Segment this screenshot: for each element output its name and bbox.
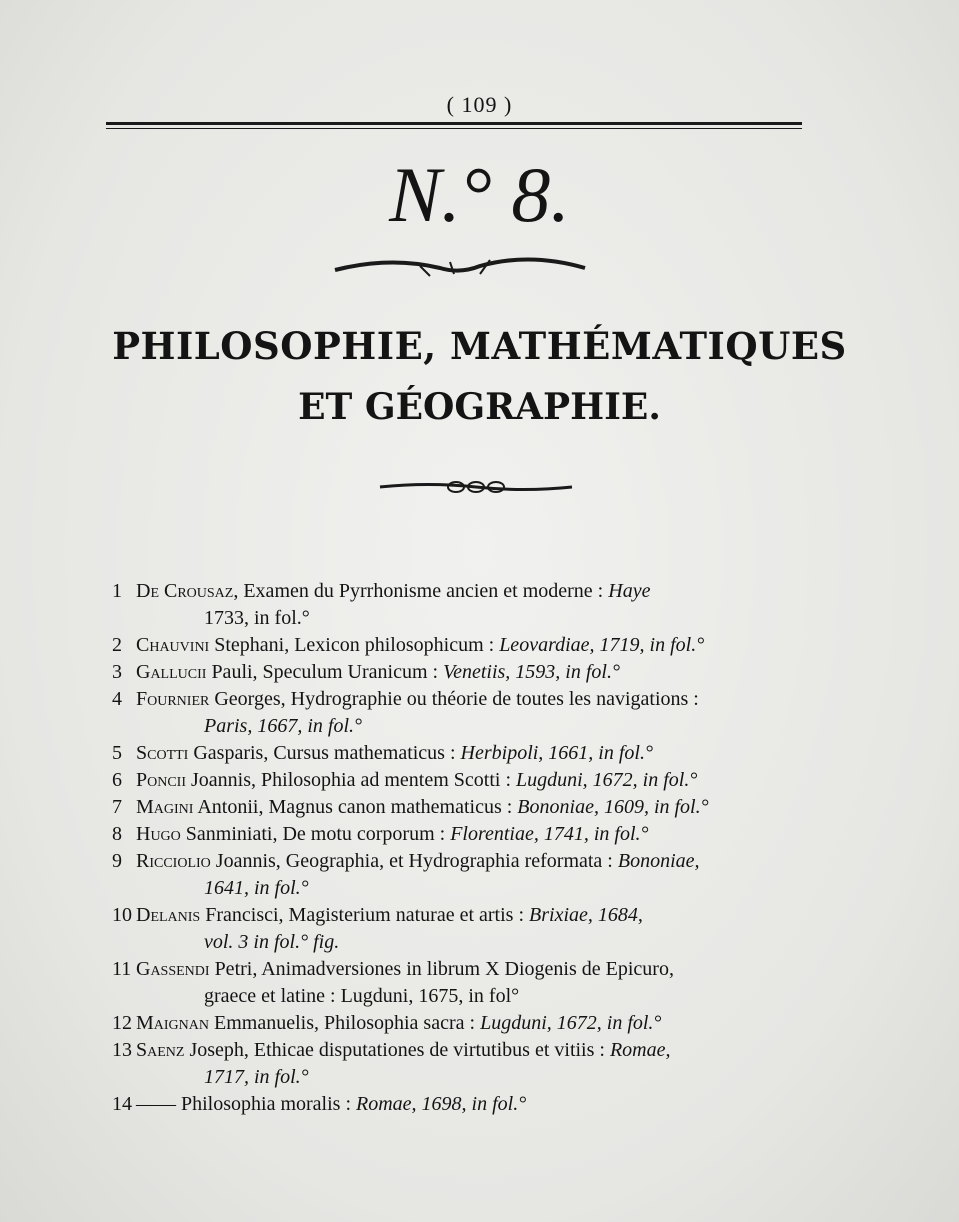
entry-author: Scotti [136, 742, 189, 764]
entry-title: Gasparis, Cursus mathematicus : [188, 742, 461, 764]
bibliography-list [112, 578, 802, 1118]
list-item [112, 578, 802, 632]
entry-continuation: 1733, in fol.° [204, 607, 310, 629]
entry-author: —— [136, 1093, 176, 1115]
divider-ornament [378, 476, 574, 498]
entry-imprint: Florentiae, 1741, in fol.° [450, 823, 649, 845]
entry-number: 5 [112, 742, 122, 764]
list-item [112, 686, 802, 740]
entry-number: 11 [112, 958, 132, 980]
list-item [112, 740, 802, 767]
entry-author: Hugo [136, 823, 181, 845]
header-rule [106, 122, 802, 125]
list-item [112, 902, 802, 956]
entry-imprint: Romae, [609, 1039, 671, 1061]
entry-title: Joseph, Ethicae disputationes de virtutibus et vitiis : [184, 1039, 610, 1061]
entry-title: Pauli, Speculum Uranicum : [206, 661, 444, 683]
entry-imprint: Lugduni, 1672, in fol.° [516, 769, 698, 791]
entry-number: 13 [112, 1039, 132, 1061]
entry-continuation: 1641, in fol.° [204, 877, 309, 899]
entry-imprint: Lugduni, 1672, in fol.° [480, 1012, 662, 1034]
list-item [112, 794, 802, 821]
entry-imprint: Leovardiae, 1719, in fol.° [499, 634, 705, 656]
entry-number: 8 [112, 823, 122, 845]
entry-number: 9 [112, 850, 122, 872]
entry-author: Poncii [136, 769, 187, 791]
list-item [112, 632, 802, 659]
list-item [112, 956, 802, 1010]
entry-number: 4 [112, 688, 122, 710]
entry-imprint: Bononiae, 1609, in fol.° [517, 796, 709, 818]
entry-number: 1 [112, 580, 122, 602]
entry-author: Chauvini [136, 634, 210, 656]
entry-number: 10 [112, 904, 132, 926]
entry-title: Joannis, Philosophia ad mentem Scotti : [186, 769, 516, 791]
entry-imprint: Brixiae, 1684, [529, 904, 643, 926]
entry-continuation: graece et latine : Lugduni, 1675, in fol° [204, 985, 520, 1007]
entry-author: Gassendi [136, 958, 210, 980]
entry-title: Stephani, Lexicon philosophicum : [209, 634, 500, 656]
section-number: N.° 8. [389, 151, 570, 238]
section-title-line2: ET GÉOGRAPHIE. [298, 386, 661, 428]
list-item [112, 767, 802, 794]
list-item [112, 848, 802, 902]
entry-number: 2 [112, 634, 122, 656]
entry-number: 14 [112, 1093, 132, 1115]
entry-number: 3 [112, 661, 122, 683]
list-item [112, 1091, 802, 1118]
section-title-line1: PHILOSOPHIE, MATHÉMATIQUES [112, 324, 847, 368]
entry-continuation: Paris, 1667, in fol.° [204, 715, 363, 737]
entry-title: Petri, Animadversiones in librum X Diogenis de Epicuro, [209, 958, 674, 980]
entry-continuation: 1717, in fol.° [204, 1066, 309, 1088]
entry-title: Philosophia moralis : [176, 1093, 356, 1115]
entry-author: Ricciolio [136, 850, 211, 872]
entry-title: Georges, Hydrographie ou théorie de toutes les navigations : [209, 688, 699, 710]
list-item [112, 1037, 802, 1091]
swash-ornament [330, 252, 590, 282]
list-item [112, 1010, 802, 1037]
entry-author: Fournier [136, 688, 210, 710]
entry-author: Gallucii [136, 661, 207, 683]
entry-number: 12 [112, 1012, 132, 1034]
entry-title: Antonii, Magnus canon mathematicus : [193, 796, 518, 818]
list-item [112, 821, 802, 848]
entry-imprint: Haye [608, 580, 651, 602]
entry-continuation: vol. 3 in fol.° fig. [204, 931, 340, 953]
entry-title: , Examen du Pyrrhonisme ancien et moderne : [233, 580, 609, 602]
entry-title: Sanminiati, De motu corporum : [180, 823, 451, 845]
entry-title: Emmanuelis, Philosophia sacra : [209, 1012, 481, 1034]
entry-author: Magini [136, 796, 194, 818]
entry-number: 6 [112, 769, 122, 791]
entry-imprint: Romae, 1698, in fol.° [356, 1093, 527, 1115]
page-number: ( 109 ) [446, 92, 513, 117]
entry-imprint: Herbipoli, 1661, in fol.° [460, 742, 653, 764]
entry-author: Delanis [136, 904, 201, 926]
entry-author: Maignan [136, 1012, 209, 1034]
entry-author: Saenz [136, 1039, 185, 1061]
entry-title: Joannis, Geographia, et Hydrographia reformata : [210, 850, 618, 872]
entry-imprint: Bononiae, [617, 850, 700, 872]
list-item [112, 659, 802, 686]
entry-title: Francisci, Magisterium naturae et artis : [200, 904, 530, 926]
entry-author: De Crousaz [136, 580, 234, 602]
header-rule-thin [106, 128, 802, 129]
entry-imprint: Venetiis, 1593, in fol.° [443, 661, 620, 683]
entry-number: 7 [112, 796, 122, 818]
